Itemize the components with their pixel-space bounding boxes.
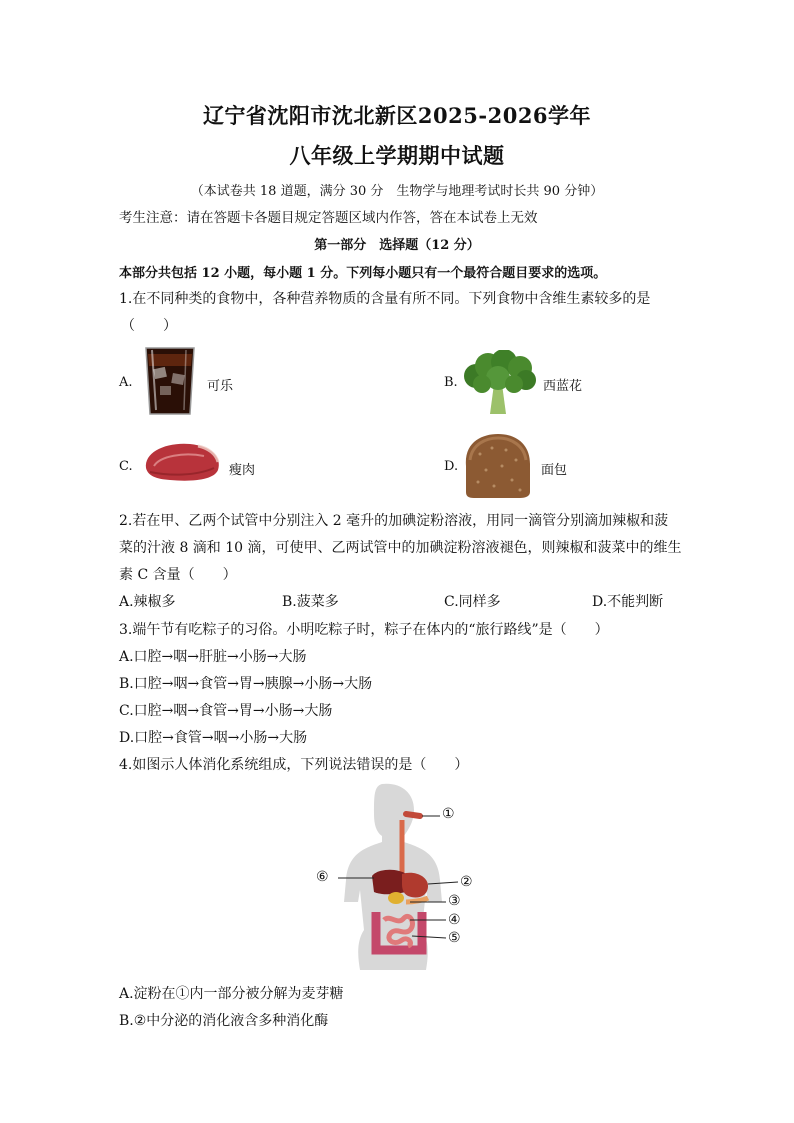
exam-title-line1: 辽宁省沈阳市沈北新区2025-2026学年	[202, 103, 592, 128]
q3-option-d: D.口腔→食管→咽→小肠→大肠	[119, 730, 308, 746]
diagram-label-1: ①	[442, 806, 455, 822]
exam-title-line2: 八年级上学期期中试题	[289, 143, 505, 168]
diagram-label-5: ⑤	[448, 930, 461, 946]
q1-option-d-letter: D.	[444, 459, 459, 474]
q2-option-d: D.不能判断	[592, 594, 664, 610]
q3-option-c: C.口腔→咽→食管→胃→小肠→大肠	[119, 703, 333, 719]
bread-icon	[460, 430, 534, 500]
q1-option-a-letter: A.	[119, 375, 133, 390]
q4-option-b: B.②中分泌的消化液含多种消化酶	[119, 1013, 329, 1029]
diagram-label-6: ⑥	[316, 869, 329, 885]
section-title: 第一部分 选择题（12 分）	[314, 238, 480, 253]
q2-option-c: C.同样多	[444, 594, 501, 610]
q1-option-c-letter: C.	[119, 459, 133, 474]
q2-stem-line2: 菜的汁液 8 滴和 10 滴，可使甲、乙两试管中的加碘淀粉溶液褪色，则辣椒和菠菜中的维生	[119, 540, 682, 556]
q3-stem: 3.端午节有吃粽子的习俗。小明吃粽子时，粽子在体内的“旅行路线”是（ ）	[119, 622, 609, 638]
lean-meat-icon	[140, 438, 224, 484]
q4-option-a: A.淀粉在①内一部分被分解为麦芽糖	[119, 986, 344, 1002]
digestive-system-diagram	[310, 780, 480, 972]
q1-option-b-text: 西蓝花	[543, 379, 583, 394]
q1-option-c-text: 瘦肉	[229, 463, 256, 478]
section-instructions: 本部分共包括 12 小题，每小题 1 分。下列每小题只有一个最符合题目要求的选项。	[119, 266, 607, 281]
q1-option-d-text: 面包	[541, 463, 568, 478]
q1-stem-line1: 1.在不同种类的食物中，各种营养物质的含量有所不同。下列食物中含维生素较多的是	[119, 291, 651, 307]
diagram-label-3: ③	[448, 893, 461, 909]
q1-option-a-text: 可乐	[207, 379, 234, 394]
q1-stem-line2: （ ）	[121, 318, 177, 334]
diagram-label-2: ②	[460, 874, 473, 890]
q2-option-b: B.菠菜多	[282, 594, 339, 610]
q2-stem-line1: 2.若在甲、乙两个试管中分别注入 2 毫升的加碘淀粉溶液，用同一滴管分别滴加辣椒和菠	[119, 513, 669, 529]
q2-option-a: A.辣椒多	[119, 594, 176, 610]
diagram-label-4: ④	[448, 912, 461, 928]
exam-note: （本试卷共 18 道题，满分 30 分 生物学与地理考试时长共 90 分钟）	[190, 184, 604, 199]
q3-option-b: B.口腔→咽→食管→胃→胰腺→小肠→大肠	[119, 676, 373, 692]
q4-stem: 4.如图示人体消化系统组成，下列说法错误的是（ ）	[119, 757, 469, 773]
cola-icon	[140, 344, 200, 418]
broccoli-icon	[460, 350, 540, 418]
q3-option-a: A.口腔→咽→肝脏→小肠→大肠	[119, 649, 307, 665]
candidate-note: 考生注意：请在答题卡各题目规定答题区域内作答，答在本试卷上无效	[119, 210, 538, 226]
q2-stem-line3: 素 C 含量（ ）	[119, 567, 237, 583]
q1-option-b-letter: B.	[444, 375, 458, 390]
